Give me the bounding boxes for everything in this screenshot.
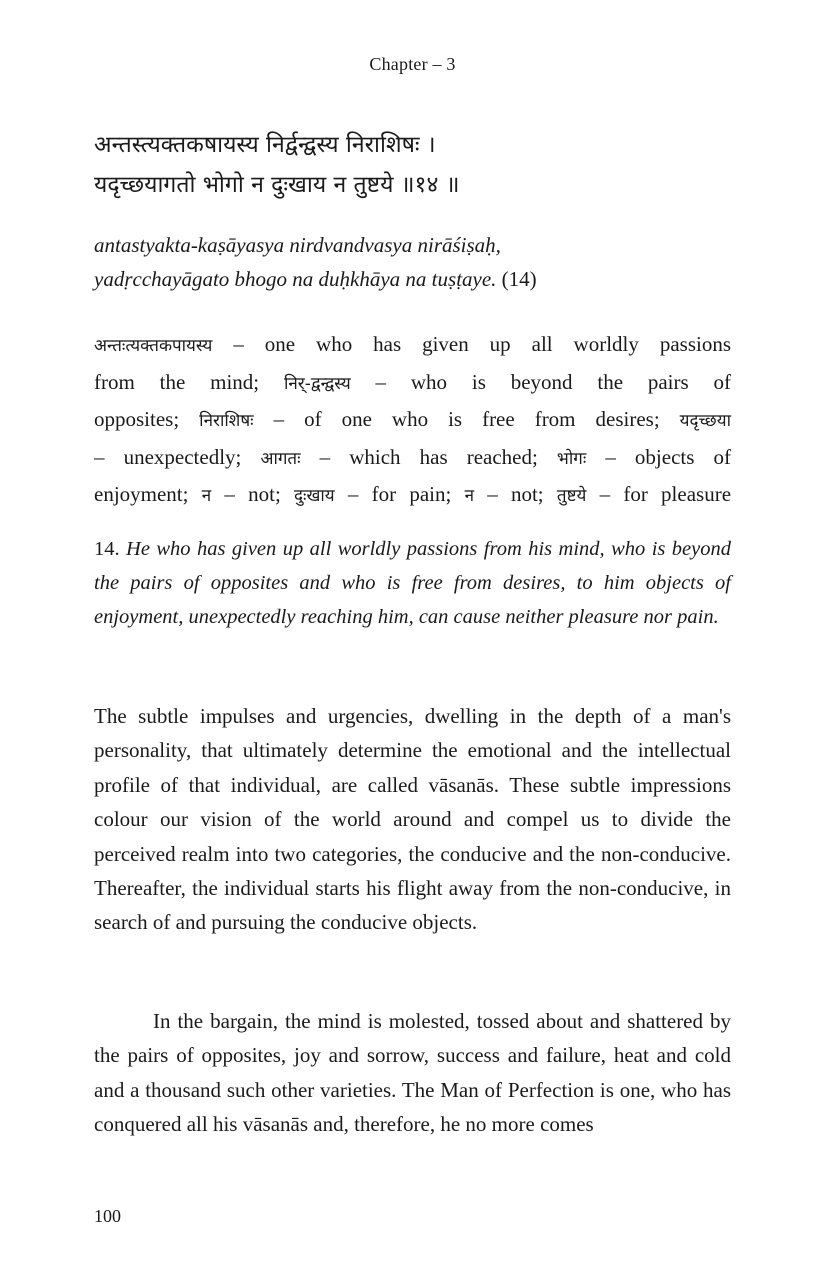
sanskrit-term: निर्-द्वन्द्वस्य: [283, 373, 351, 394]
sanskrit-term: अन्तःत्यक्तकपायस्य: [94, 336, 213, 356]
term-meaning: opposites;: [94, 407, 200, 431]
sanskrit-term: यदृच्छया: [679, 411, 731, 431]
sanskrit-term: भोगः: [556, 448, 587, 469]
term-meaning: – not;: [474, 482, 557, 506]
running-head: Chapter – 3: [369, 54, 456, 74]
transliteration-line: antastyakta-kaṣāyasya nirdvandvasya nirāśiṣaḥ,: [94, 233, 501, 257]
term-meaning: – unexpectedly;: [94, 444, 261, 469]
term-meaning: enjoyment;: [94, 482, 202, 506]
term-meaning: – objects of: [586, 444, 731, 469]
sanskrit-term: न: [201, 486, 212, 506]
word-meanings: [94, 327, 731, 515]
sanskrit-verse-line: यदृच्छयागतो भोगो न दुःखाय न तुष्टये ॥१४ ॥: [94, 172, 460, 198]
sanskrit-verse: [94, 125, 731, 205]
sanskrit-term: दुःखाय: [294, 486, 335, 506]
glossary-line: [94, 365, 731, 403]
sanskrit-term: तुष्टये: [556, 486, 587, 506]
transliteration-text: yadṛcchayāgato bhogo na duḥkhāya na tuṣṭaye.: [94, 267, 497, 291]
transliteration-line: [94, 262, 731, 296]
term-meaning: – which has reached;: [300, 444, 557, 469]
term-meaning: – for pain;: [334, 482, 465, 506]
commentary-paragraph: In the bargain, the mind is molested, tossed about and shattered by the pairs of opposites, joy and sorrow, success and failure, heat and cold and a thousand such other varieties. The Man of Perfection is one, who has conquered all his vāsanās and, therefore, he no more comes: [94, 1009, 731, 1137]
book-page: [94, 0, 731, 1275]
sanskrit-verse-line: अन्तस्त्यक्तकषायस्य निर्द्वन्द्वस्य निराशिषः ।: [94, 132, 436, 158]
verse-translation: [94, 532, 731, 634]
translation-text: He who has given up all worldly passions from his mind, who is beyond the pairs of opposites and who is free from desires, to him objects of enjoyment, unexpectedly reaching him, can cause neither pleasure nor pain.: [94, 538, 731, 628]
glossary-line: [94, 440, 731, 478]
glossary-line: [94, 477, 731, 515]
term-meaning: – of one who is free from desires;: [253, 407, 680, 431]
term-meaning: – not;: [211, 482, 295, 506]
term-meaning: – who is beyond the pairs of: [350, 369, 731, 394]
term-meaning: from the mind;: [94, 369, 284, 394]
term-meaning: – one who has given up all worldly passions: [212, 332, 731, 356]
translation-number: 14.: [94, 538, 120, 560]
commentary-paragraph: The subtle impulses and urgencies, dwelling in the depth of a man's personality, that ultimately determine the emotional and the intellectual profile of that individual, are called vāsanās. These subtle impressions colour our vision of the world around and compel us to divide the perceived realm into two categories, the conducive and the non-conducive. Thereafter, the individual starts his flight away from the non-conducive, in search of and pursuing the conducive objects.: [94, 704, 731, 935]
verse-number: (14): [501, 267, 537, 291]
term-meaning: – for pleasure: [586, 482, 732, 506]
page-number: 100: [94, 1206, 121, 1226]
glossary-line: [94, 402, 731, 440]
sanskrit-term: निराशिषः: [199, 411, 254, 431]
glossary-line: [94, 327, 731, 365]
sanskrit-term: आगतः: [260, 448, 301, 469]
transliteration: [94, 228, 731, 296]
sanskrit-term: न: [464, 486, 475, 506]
